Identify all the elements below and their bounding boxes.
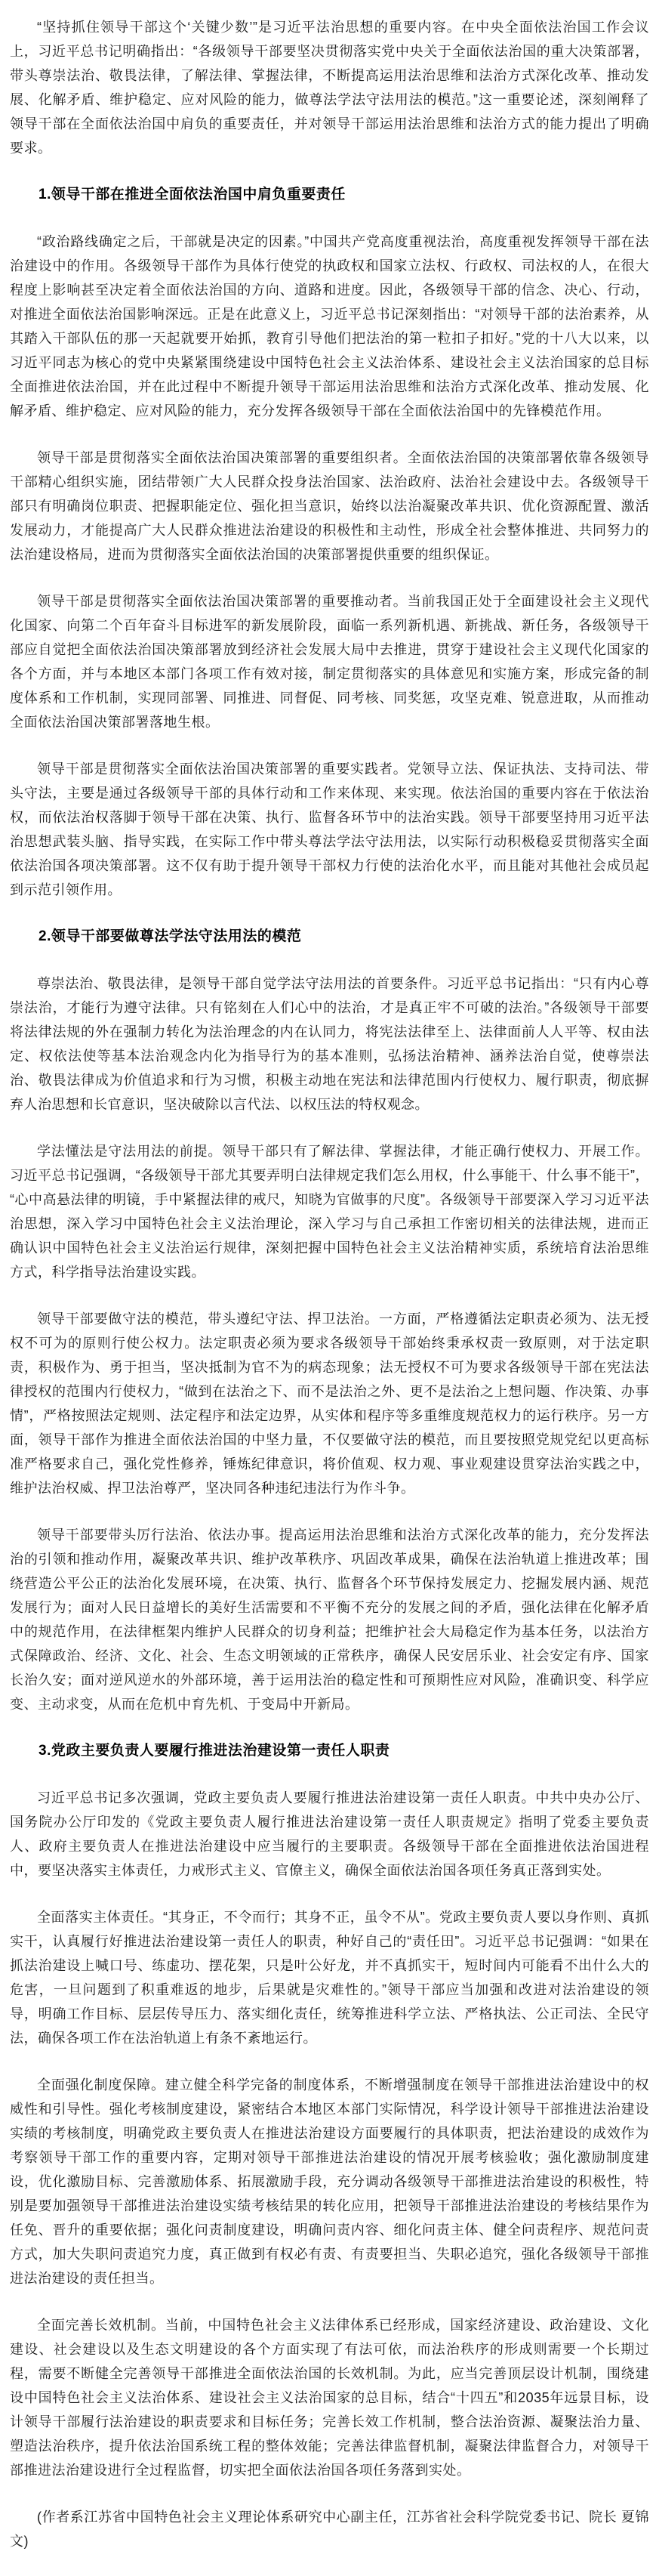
paragraph: 领导干部是贯彻落实全面依法治国决策部署的重要实践者。党领导立法、保证执法、支持司法、带头守法，主要是通过各级领导干部的具体行动和工作来体现、来实现。依法治国的重要内容在于依法治权，而依法治权落脚于领导干部在决策、执行、监督各环节中的法治实践。领导干部要坚持用习近平法治思想武装头脑、指导实践，在实际工作中带头尊法学法守法用法，以实际行动积极稳妥贯彻落实全面依法治国各项决策部署。这不仅有助于提升领导干部权力行使的法治化水平，而且能对其他社会成员起到示范引领作用。: [10, 761, 649, 897]
section-heading-3: 3.党政主要负责人要履行推进法治建设第一责任人职责: [38, 1743, 390, 1759]
paragraph: 学法懂法是守法用法的前提。领导干部只有了解法律、掌握法律，才能正确行使权力、开展工作。习近平总书记强调，“各级领导干部尤其要弄明白法律规定我们怎么用权，什么事能干、什么事不能干”，“心中高悬法律的明镜，手中紧握法律的戒尺，知晓为官做事的尺度”。各级领导干部要深入学习习近平法治思想，深入学习中国特色社会主义法治理论，深入学习与自己承担工作密切相关的法律法规，进而正确认识中国特色社会主义法治运行规律，深刻把握中国特色社会主义法治精神实质，系统培育法治思维方式，科学指导法治建设实践。: [10, 1144, 649, 1280]
paragraph: 领导干部是贯彻落实全面依法治国决策部署的重要推动者。当前我国正处于全面建设社会主义现代化国家、向第二个百年奋斗目标进军的新发展阶段，面临一系列新机遇、新挑战、新任务，各级领导干部应自觉把全面依法治国决策部署放到经济社会发展大局中去推进，贯穿于建设社会主义现代化国家的各个方面，并与本地区本部门各项工作有效对接，制定贯彻落实的具体意见和实施方案，形成完备的制度体系和工作机制，实现同部署、同推进、同督促、同考核、同奖惩，攻坚克难、锐意进取，从而推动全面依法治国决策部署落地生根。: [10, 594, 649, 730]
paragraph: 习近平总书记多次强调，党政主要负责人要履行推进法治建设第一责任人职责。中共中央办公厅、国务院办公厅印发的《党政主要负责人履行推进法治建设第一责任人职责规定》指明了党委主要负责人、政府主要负责人在推进法治建设中应当履行的主要职责。各级领导干部在全面推进依法治国进程中，要坚决落实主体责任，力戒形式主义、官僚主义，确保全面依法治国各项任务真正落到实处。: [10, 1790, 649, 1878]
paragraph: 全面完善长效机制。当前，中国特色社会主义法律体系已经形成，国家经济建设、政治建设、文化建设、社会建设以及生态文明建设的各个方面实现了有法可依，而法治秩序的形成则需要一个长期过程，需要不断健全完善领导干部推进全面依法治国的长效机制。为此，应当完善顶层设计机制，围绕建设中国特色社会主义法治体系、建设社会主义法治国家的总目标，结合“十四五”和2035年远景目标，设计领导干部履行法治建设的职责要求和目标任务；完善长效工作机制，整合法治资源、凝聚法治力量、塑造法治秩序，提升依法治国系统工程的整体效能；完善法律监督机制，凝聚法律监督合力，对领导干部推进法治建设进行全过程监督，切实把全面依法治国各项任务落到实处。: [10, 2318, 649, 2478]
paragraph: 尊崇法治、敬畏法律，是领导干部自觉学法守法用法的首要条件。习近平总书记指出：“只有内心尊崇法治，才能行为遵守法律。只有铭刻在人们心中的法治，才是真正牢不可破的法治。”各级领导干部要将法律法规的外在强制力转化为法治理念的内在认同力，将宪法法律至上、法律面前人人平等、权由法定、权依法使等基本法治观念内化为指导行为的基本准则，弘扬法治精神、涵养法治自觉，使尊崇法治、敬畏法律成为价值追求和行为习惯，积极主动地在宪法和法律范围内行使权力、履行职责，彻底摒弃人治思想和长官意识，坚决破除以言代法、以权压法的特权观念。: [10, 976, 649, 1112]
paragraph: “政治路线确定之后，干部就是决定的因素。”中国共产党高度重视法治，高度重视发挥领导干部在法治建设中的作用。各级领导干部作为具体行使党的执政权和国家立法权、行政权、司法权的人，在很大程度上影响甚至决定着全面依法治国的方向、道路和进度。因此，各级领导干部的信念、决心、行动，对推进全面依法治国影响深远。正是在此意义上，习近平总书记深刻指出：“对领导干部的法治素养，从其踏入干部队伍的那一天起就要开始抓，教育引导他们把法治的第一粒扣子扣好。”党的十八大以来，以习近平同志为核心的党中央紧紧围绕建设中国特色社会主义法治体系、建设社会主义法治国家的总目标全面推进依法治国，并在此过程中不断提升领导干部运用法治思维和法治方式深化改革、推动发展、化解矛盾、维护稳定、应对风险的能力，充分发挥各级领导干部在全面依法治国中的先锋模范作用。: [10, 234, 649, 419]
paragraph: 领导干部要带头厉行法治、依法办事。提高运用法治思维和法治方式深化改革的能力，充分发挥法治的引领和推动作用，凝聚改革共识、维护改革秩序、巩固改革成果，确保在法治轨道上推进改革；围绕营造公平公正的法治化发展环境，在决策、执行、监督各个环节保持发展定力、挖掘发展内涵、规范发展行为；面对人民日益增长的美好生活需要和不平衡不充分的发展之间的矛盾，强化法律在化解矛盾中的规范作用，在法律框架内维护人民群众的切身利益；把维护社会大局稳定作为基本任务，以法治方式保障政治、经济、文化、社会、生态文明领域的正常秩序，确保人民安居乐业、社会安定有序、国家长治久安；面对逆风逆水的外部环境，善于运用法治的稳定性和可预期性应对风险，准确识变、科学应变、主动求变，从而在危机中育先机、于变局中开新局。: [10, 1527, 649, 1712]
paragraph: 领导干部是贯彻落实全面依法治国决策部署的重要组织者。全面依法治国的决策部署依靠各级领导干部精心组织实施，团结带领广大人民群众投身法治国家、法治政府、法治社会建设中去。各级领导干部只有明确岗位职责、把握职能定位、强化担当意识，始终以法治凝聚改革共识、优化资源配置、激活发展动力，才能提高广大人民群众推进法治建设的积极性和主动性，形成全社会整体推进、共同努力的法治建设格局，进而为贯彻落实全面依法治国的决策部署提供重要的组织保证。: [10, 450, 649, 562]
paragraph: 全面强化制度保障。建立健全科学完备的制度体系，不断增强制度在领导干部推进法治建设中的权威性和引导性。强化考核制度建设，紧密结合本地区本部门实际情况，科学设计领导干部推进法治建设实绩的考核制度，明确党政主要负责人在推进法治建设方面要履行的具体职责，把法治建设的成效作为考察领导干部工作的重要内容，定期对领导干部推进法治建设的情况开展考核验收；强化激励制度建设，优化激励目标、完善激励体系、拓展激励手段，充分调动各级领导干部推进法治建设的积极性，特别是要加强领导干部推进法治建设实绩考核结果的转化应用，把领导干部推进法治建设的考核结果作为任免、晋升的重要依据；强化问责制度建设，明确问责内容、细化问责主体、健全问责程序、规范问责方式，加大失职问责追究力度，真正做到有权必有责、有责要担当、失职必追究，强化各级领导干部推进法治建设的责任担当。: [10, 2077, 649, 2286]
intro-paragraph: “坚持抓住领导干部这个‘关键少数’”是习近平法治思想的重要内容。在中央全面依法治国工作会议上，习近平总书记明确指出：“各级领导干部要坚决贯彻落实党中央关于全面依法治国的重大决策部署，带头尊崇法治、敬畏法律，了解法律、掌握法律，不断提高运用法治思维和法治方式深化改革、推动发展、化解矛盾、维护稳定、应对风险的能力，做尊法学法守法用法的模范。”这一重要论述，深刻阐释了领导干部在全面依法治国中肩负的重要责任，并对领导干部运用法治思维和法治方式的能力提出了明确要求。: [10, 20, 649, 156]
section-heading-2: 2.领导干部要做尊法学法守法用法的模范: [38, 928, 302, 944]
paragraph: 全面落实主体责任。“其身正，不令而行；其身不正，虽令不从”。党政主要负责人要以身作则、真抓实干，认真履行好推进法治建设第一责任人的职责，种好自己的“责任田”。习近平总书记强调：“如果在抓法治建设上喊口号、练虚功、摆花架，只是叶公好龙，并不真抓实干，短时间内可能看不出什么大的危害，一旦问题到了积重难返的地步，后果就是灾难性的。”领导干部应当加强和改进对法治建设的领导，明确工作目标、层层传导压力、落实细化责任，统筹推进科学立法、严格执法、公正司法、全民守法，确保各项工作在法治轨道上有条不紊地运行。: [10, 1910, 649, 2046]
author-note: (作者系江苏省中国特色社会主义理论体系研究中心副主任，江苏省社会科学院党委书记、院长 夏锦文): [10, 2510, 649, 2549]
section-heading-1: 1.领导干部在推进全面依法治国中肩负重要责任: [38, 187, 346, 202]
paragraph: 领导干部要做守法的模范，带头遵纪守法、捍卫法治。一方面，严格遵循法定职责必须为、法无授权不可为的原则行使公权力。法定职责必须为要求各级领导干部始终秉承权责一致原则，对于法定职责，积极作为、勇于担当，坚决抵制为官不为的病态现象；法无授权不可为要求各级领导干部在宪法法律授权的范围内行使权力，“做到在法治之下、而不是法治之外、更不是法治之上想问题、作决策、办事情”，严格按照法定规则、法定程序和法定边界，从实体和程序等多重维度规范权力的运行秩序。另一方面，领导干部作为推进全面依法治国的中坚力量，不仅要做守法的模范，而且要按照党规党纪以更高标准严格要求自己，强化党性修养，锤炼纪律意识，将价值观、权力观、事业观建设贯穿法治实践之中，维护法治权威、捍卫法治尊严，坚决同各种违纪违法行为作斗争。: [10, 1311, 649, 1496]
